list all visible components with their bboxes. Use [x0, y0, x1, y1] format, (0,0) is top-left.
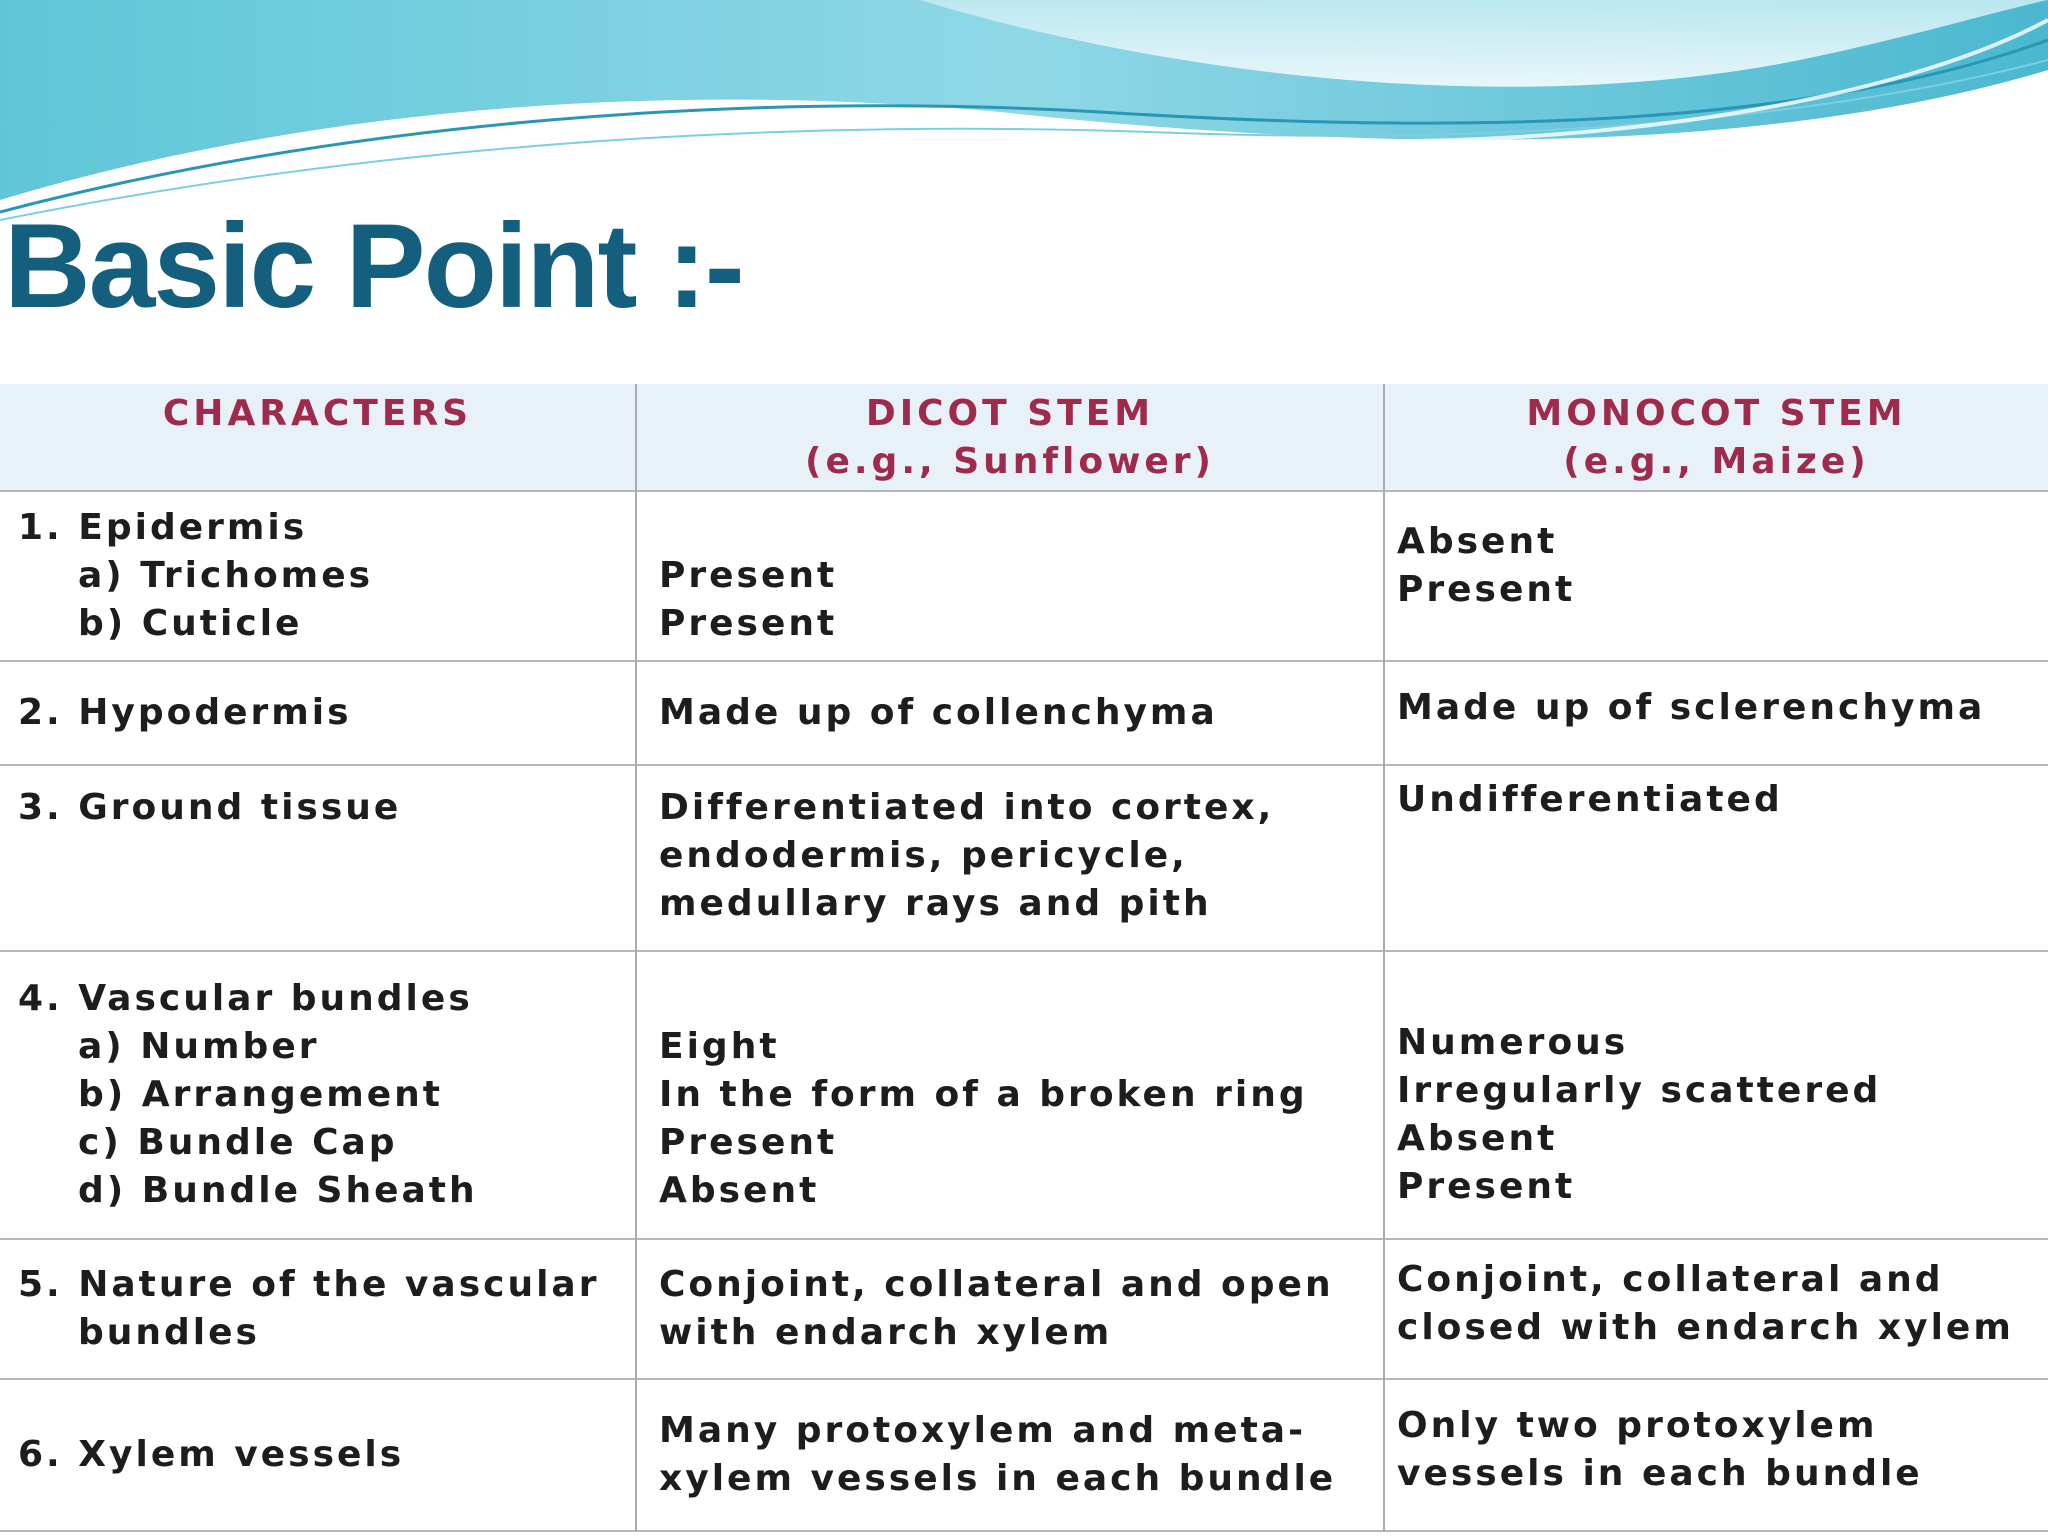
cell-dicot: Conjoint, collateral and open with endarch xylem: [636, 1239, 1384, 1379]
cell-monocot: Undifferentiated: [1384, 765, 2048, 951]
cell-dicot: Differentiated into cortex, endodermis, pericycle, medullary rays and pith: [636, 765, 1384, 951]
cell-character: 4. Vascular bundles a) Number b) Arrangement c) Bundle Cap d) Bundle Sheath: [18, 978, 478, 1211]
table-row-nature-of-vascular-bundles: [0, 1239, 2048, 1379]
cell-monocot: Only two protoxylem vessels in each bundle: [1384, 1379, 2048, 1531]
cell-character: 3. Ground tissue: [18, 787, 402, 828]
header-dicot-stem: DICOT STEM (e.g., Sunflower): [636, 384, 1384, 491]
header-monocot-stem: MONOCOT STEM (e.g., Maize): [1384, 384, 2048, 491]
cell-character: 2. Hypodermis: [18, 692, 352, 733]
cell-dicot: Present Present: [636, 491, 1384, 661]
header-characters: CHARACTERS: [0, 384, 636, 491]
cell-monocot: Made up of sclerenchyma: [1384, 661, 2048, 765]
cell-character: 1. Epidermis a) Trichomes b) Cuticle: [18, 507, 374, 644]
comparison-table: [0, 384, 2048, 1532]
cell-monocot: Absent Present: [1384, 491, 2048, 661]
cell-monocot: Conjoint, collateral and closed with endarch xylem: [1384, 1239, 2048, 1379]
table-row-ground-tissue: [0, 765, 2048, 951]
table-row-epidermis: [0, 491, 2048, 661]
cell-character: 6. Xylem vessels: [18, 1434, 405, 1475]
table-row-xylem-vessels: [0, 1379, 2048, 1531]
cell-character: 5. Nature of the vascular bundles: [18, 1264, 600, 1353]
cell-dicot: Eight In the form of a broken ring Present Absent: [636, 951, 1384, 1239]
cell-dicot: Made up of collenchyma: [636, 661, 1384, 765]
table-row-hypodermis: [0, 661, 2048, 765]
table-header-row: [0, 384, 2048, 491]
slide-title: Basic Point :-: [4, 199, 743, 333]
cell-dicot: Many protoxylem and meta- xylem vessels in each bundle: [636, 1379, 1384, 1531]
table-row-vascular-bundles: [0, 951, 2048, 1239]
cell-monocot: Numerous Irregularly scattered Absent Present: [1384, 951, 2048, 1239]
